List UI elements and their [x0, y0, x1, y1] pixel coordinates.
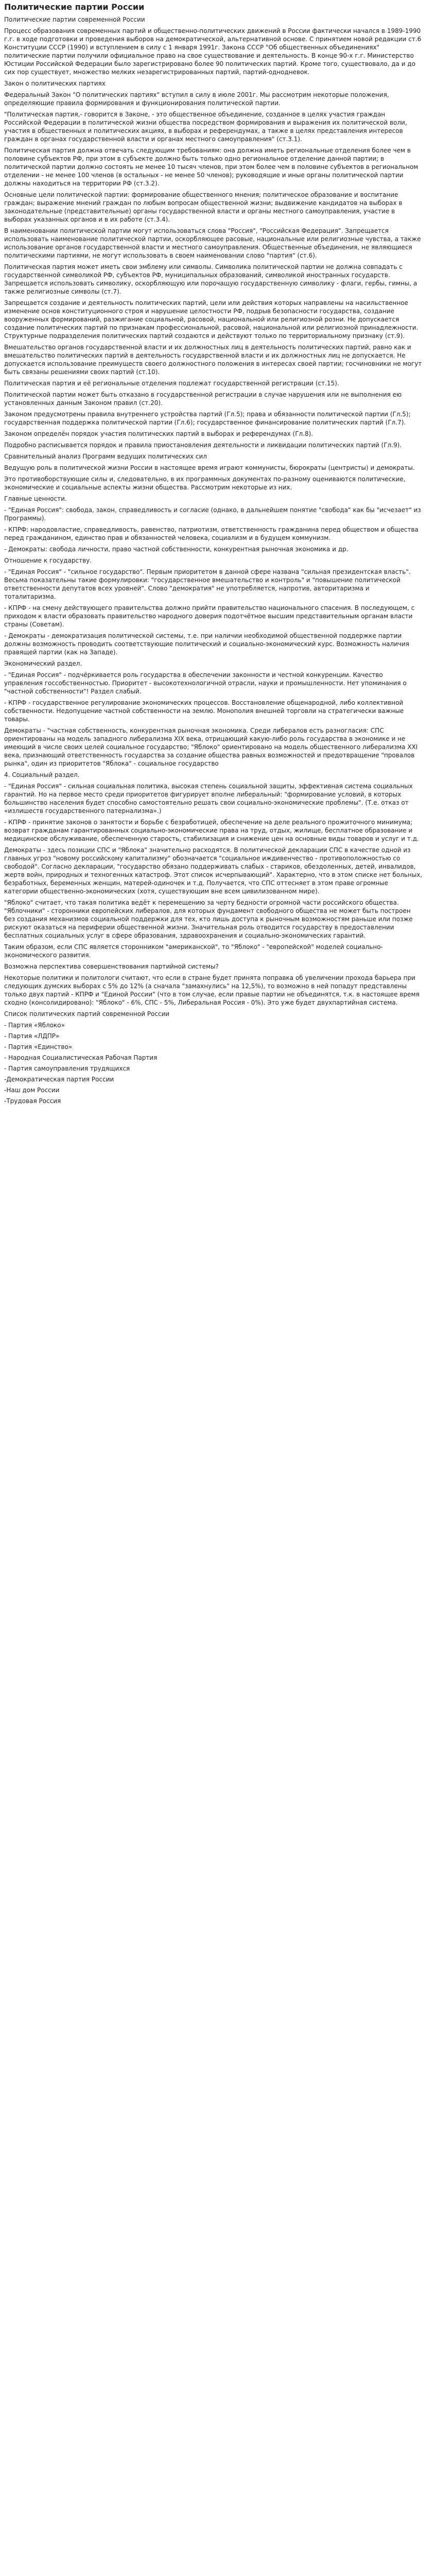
paragraph: 4. Социальный раздел. — [4, 771, 80, 778]
document-page — [0, 2, 427, 1105]
paragraph: Таким образом, если СПС является сторонником "американской", то "Яблоко" - "европейской" моделей социально-экономического развития. — [4, 943, 383, 959]
paragraph: - Партия «ЛДПР» — [4, 1032, 60, 1040]
paragraph: "Политическая партия,- говорится в Законе, - это общественное объединение, созданное в целях участия граждан Российской Федерации в политической жизни общества посредством формирования и выражения их политической воли, участия в общественных и политических акциях, в выборах и референдумах, а также в целях представления интересов граждан в органах государственной власти и органах местного самоуправления" (ст.3.1). — [4, 111, 407, 143]
paragraph: Федеральный Закон "О политических партиях" вступил в силу в июле 2001г. Мы рассмотрим некоторые положения, определяющие правила формирования и функционирования политической партии. — [4, 91, 389, 107]
paragraph: "Яблоко" считает, что такая политика ведёт к перемещению за черту бедности огромной части российского общества. "Яблочники" - сторонники европейских либералов, для которых фундамент свободного общества не может быть построен без создания механизмов социальной поддержки для тех, кто лишь доступа к рыночным возможностям раньше или позже рискуют оказаться на периферии общественной жизни. Значительная роль отводится государству в предоставлении бесплатных социальных услуг в сфере образования, здравоохранения и социально-экономических гарантий. — [4, 899, 413, 939]
paragraph: - Демократы - демократизация политической системы, т.е. при наличии необходимой общественной поддержке партии должны возможность проводить соответствующие политический и социально-экономический курс. Возможность наличия правящей партии (как на Западе). — [4, 632, 410, 656]
paragraph: - КПРФ - на смену действующего правительства должно прийти правительство национального спасения. В последующем, с приходом к власти образовать правительство народного доверия подотчётное высшим представительным органам власти страны (Советам). — [4, 604, 415, 628]
paragraph: - Партия «Яблоко» — [4, 1022, 65, 1029]
paragraph: Законом определён порядок участия политических партий в выборах и референдумах (Гл.8). — [4, 430, 313, 437]
paragraph: - Партия «Единство» — [4, 1043, 73, 1050]
paragraph: Главные ценности. — [4, 495, 67, 502]
paragraph: Законом предусмотрены правила внутреннего устройства партий (Гл.5); права и обязанности политической партии (Гл.5); государственная поддержка политической партии (Гл.6); государственное финансирование политических партий (Гл.7). — [4, 411, 411, 426]
paragraph: - Демократы: свобода личности, право частной собственности, конкурентная рыночная экономика и др. — [4, 546, 348, 553]
paragraph: Процесс образования современных партий и общественно-политических движений в России фактически начался в 1989-1990 г.г. в ходе подготовки и проведения выборов на демократической, альтернативной основе. С принятием новой редакции ст.6 Конституции СССР (1990) и вступлением в силу с 1 января 1991г. Закона СССР "Об общественных объединениях" политические партии получили официальное право на свое существование и деятельность. В конце 90-х г.г. Министерство Юстиции Российской Федерации было зарегистрировано более 90 политических партий. Кроме того, существовало, да и до сих пор существует, множество мелких незарегистрированных партий, партий-однодневок. — [4, 27, 422, 76]
paragraph: Политическая партия и её региональные отделения подлежат государственной регистрации (ст.15). — [4, 380, 339, 387]
paragraph: Отношение к государству. — [4, 557, 92, 564]
paragraph: Подробно расписывается порядок и правила приостановления деятельности и ликвидации политических партий (Гл.9). — [4, 442, 402, 449]
paragraph: Демократы - "частная собственность, конкурентная рыночная экономика. Среди либералов есть разногласия: СПС ориентированы на модель западного либерализма XIX века, отрицающий какую-либо роль государства в экономике и не имеющий в числе своих целей социальное государство; "Яблоко" ориентировано на модель общественного либерализма XXI века, признающий ответственность государства за создание общества равных возможностей и предотвращение "провалов рынка", один из приоритетов "Яблока" - социальное государство — [4, 727, 418, 767]
paragraph: - "Единая Россия": свобода, закон, справедливость и согласие (однако, в дальнейшем понятие "свобода" как бы "исчезает" из Программы). — [4, 506, 421, 522]
page-title: Политические партии России — [4, 2, 145, 12]
paragraph: -Демократическая партия России — [4, 1076, 114, 1083]
paragraph: -Трудовая Россия — [4, 1097, 61, 1105]
paragraph: В наименовании политической партии могут использоваться слова "Россия", "Российская Федерация". Запрещается использовать наименование политической партии, оскорбляющее расовые, национальные или религиозные чувства, а также использование органов государственной власти и местного самоуправления. Общественные объединения, не являющиеся политическими партиями, не могут использовать в своем наименовании слово "партия" (ст.6). — [4, 227, 421, 259]
paragraph: Основные цели политической партии: формирование общественного мнения; политическое образование и воспитание граждан; выражение мнений граждан по любым вопросам общественной жизни; выдвижение кандидатов на выборах в законодательные (представительные) органы государственной власти и органы местного самоуправления, участие в выборах указанных органов и в их работе (ст.3.4). — [4, 191, 403, 223]
paragraph: - Народная Социалистическая Рабочая Партия — [4, 1054, 158, 1061]
paragraph: -Наш дом России — [4, 1087, 60, 1094]
paragraph: Вмешательство органов государственной власти и их должностных лиц в деятельность политических партий, равно как и вмешательство политических партий в деятельность государственной власти и их должностных лиц не допускается. Не допускается использование преимуществ своего должностного положения в интересах своей партии; госчиновники не могут быть связаны решениями своих партий (ст.10). — [4, 344, 422, 376]
paragraph: Экономический раздел. — [4, 660, 82, 667]
paragraph: Это противоборствующие силы и, следовательно, в их программных документах по-разному оцениваются политические, экономические и социальные аспекты жизни общества. Рассмотрим некоторые из них. — [4, 476, 406, 491]
paragraph: Некоторые политики и политологи считают, что если в стране будет принята поправка об увеличении прохода барьера при следующих думских выборах с 5% до 12% (а сначала "замахнулись" на 12,5%), то возможно в ней попадут представлены только двух партий - КПРФ и "Единой России" (что в том случае, если правые партии не объединятся, т.к. в настоящее время сходно (консолидировано): "Яблоко" - 6%, СПС - 5%, Либеральная Россия - 0%). Это уже будет двухпартийная система. — [4, 974, 420, 1006]
paragraph: Политическая партия должна отвечать следующим требованиям: она должна иметь региональные отделения более чем в половине субъектов РФ, при этом в субъекте должно быть только одно региональное отделение данной партии; в политической партии должно состоять не менее 10 тысяч членов, при этом более чем в половине субъектов в региональном отделении - не менее 100 членов (в остальных - не менее 50 членов); руководящие и иные органы политической партии должны находиться на территории РФ (ст.3.2). — [4, 147, 418, 187]
paragraph: - "Единая Россия" - подчёркивается роль государства в обеспечении законности и честной конкуренции. Качество управления госсобственностью. Приоритет - высокотехнологичной отрасли, науки и промышленности. Нет упоминания о "частной собственности"! Раздел слабый. — [4, 671, 407, 695]
paragraph: Политические партии современной России — [4, 16, 145, 23]
paragraph: Политической партии может быть отказано в государственной регистрации в случае нарушения или не выполнения ею установленных данным Законом правил (ст.20). — [4, 391, 402, 406]
paragraph: Ведущую роль в политической жизни России в настоящее время играют коммунисты, бюрократы (центристы) и демократы. — [4, 464, 415, 471]
paragraph: - "Единая Россия" - "сильное государство". Первым приоритетом в данной сфере названа "сильная президентская власть". Весьма показательны такие формулировки: "государственное вмешательство и контроль" и "повышение политической ответственности депутатов всех уровней". Слово "демократия" не употребляется, напротив, авторитаризма и тоталитаризма. — [4, 568, 411, 600]
paragraph: Закон о политических партиях — [4, 80, 106, 87]
paragraph: Демократы - здесь позиции СПС и "Яблока" значительно расходятся. В политической декларации СПС в качестве одной из главных угроз "новому российскому капитализму" обозначается "социальное иждивенчество - противоположностью со свободой". Согласно декларации, "государство обязано поддерживать слабых - стариков, обездоленных, детей, инвалидов, жертв войн, природных и техногенных катастроф. Этот список исчерпывающий". Характерно, что в этом списке нет больных, безработных, беременных женщин, матерей-одиночек и т.д. Получается, что СПС оттесняет в этом праве огромные категории общественно-экономических (хотя, существующим вне всем цивилизованном мире). — [4, 846, 423, 895]
paragraph: - Партия самоуправления трудящихся — [4, 1065, 130, 1072]
paragraph: - "Единая Россия" - сильная социальная политика, высокая степень социальной защиты, эффективная система социальных гарантий. Но на первое место среди приоритетов фигурирует вполне либеральный: "формирование условий, в которых большинство населения будет способно самостоятельно решать свои социально-экономические проблемы". (Т.е. отказ от «излишеств государственного патернализма».) — [4, 783, 413, 815]
paragraph: Список политических партий современной России — [4, 1010, 170, 1018]
article-body — [4, 15, 423, 1105]
paragraph: - КПРФ: народовластие, справедливость, равенство, патриотизм, ответственность гражданина перед обществом и общества перед гражданином, единство прав и обязанностей человека, социализм и в будущем коммунизм. — [4, 526, 418, 541]
paragraph: Возможна перспектива совершенствования партийной системы? — [4, 963, 219, 970]
paragraph: Политическая партия может иметь свои эмблему или символы. Символика политической партии не должна совпадать с государственной символикой РФ, субъектов РФ, муниципальных образований, символикой иностранных государств. Запрещается использовать символику, оскорбляющую или порочащую государственную символику - флаги, гербы, гимны, а также религиозные символы (ст.7). — [4, 263, 417, 295]
paragraph: Запрещается создание и деятельность политических партий, цели или действия которых направлены на насильственное изменение основ конституционного строя и нарушение целостности РФ, подрыв безопасности государства, создание вооруженных формирований, разжигание социальной, расовой, национальной или религиозной розни. Не допускается создание политических партий по признакам профессиональной, расовой, национальной или религиозной принадлежности. Структурные подразделения политических партий создаются и действуют только по территориальному признаку (ст.9). — [4, 299, 418, 340]
paragraph: - КПРФ - государственное регулирование экономических процессов. Восстановление общенародной, либо коллективной собственности. Недопущение частной собственности на землю. Монополия внешней торговли на стратегически важные товары. — [4, 699, 404, 723]
paragraph: - КПРФ - принятие законов о занятости и борьбе с безработицей, обеспечение на деле реального прожиточного минимума; возврат гражданам гарантированных социально-экономические права на труд, отдых, жилище, бесплатное образование и медицинское обслуживание, обеспеченную старость, стабилизация и снижение цен на основные виды товаров и услуг и т.д. — [4, 819, 419, 842]
paragraph: Сравнительный анализ Программ ведущих политических сил — [4, 453, 207, 460]
